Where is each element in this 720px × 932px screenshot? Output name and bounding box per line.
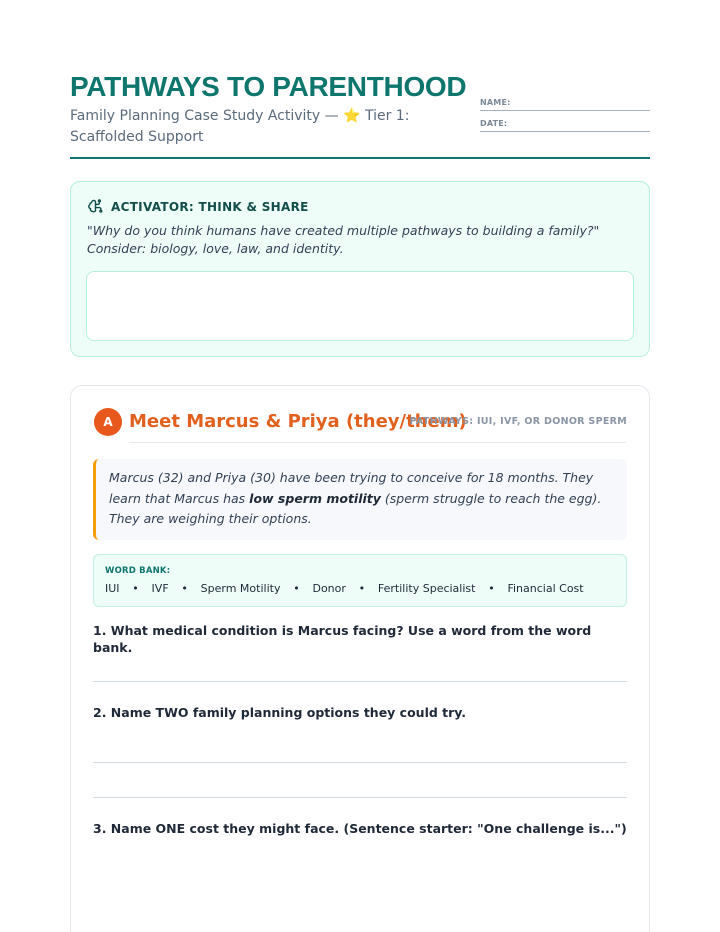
- activator-response-box[interactable]: [86, 271, 634, 341]
- question-1: 1. What medical condition is Marcus facing? Use a word from the word bank.: [93, 623, 592, 655]
- activator-label: ACTIVATOR: THINK & SHARE: [111, 199, 309, 214]
- question-2: 2. Name TWO family planning options they could try.: [93, 705, 467, 720]
- answer-line[interactable]: [93, 797, 627, 798]
- name-label: NAME:: [480, 98, 511, 107]
- name-field[interactable]: [480, 90, 650, 111]
- case-study-card: [70, 385, 650, 932]
- activator-heading: [87, 198, 309, 215]
- word-bank-separator: •: [132, 582, 139, 595]
- word-bank-item: Financial Cost: [507, 582, 584, 595]
- word-bank-item: IVF: [151, 582, 169, 595]
- activator-prompt: "Why do you think humans have created multiple pathways to building a family?" Consider: biology, love, law, and identity.: [87, 223, 600, 256]
- page-title: PATHWAYS TO PARENTHOOD: [70, 71, 467, 102]
- answer-line[interactable]: [93, 681, 627, 682]
- word-bank-item: Donor: [312, 582, 346, 595]
- word-bank-item: Fertility Specialist: [377, 582, 476, 595]
- date-field[interactable]: [480, 111, 650, 132]
- word-bank-separator: •: [293, 582, 300, 595]
- scenario-highlight: low sperm motility: [249, 490, 381, 506]
- worksheet-header: [70, 70, 650, 148]
- word-bank: [93, 554, 627, 607]
- scenario-text-part1: Marcus (32) and Priya (30) have been trying to conceive for 18 months. They learn that Marcus has: [109, 470, 594, 506]
- case-title: Meet Marcus & Priya (they/them): [129, 411, 467, 432]
- question-3: 3. Name ONE cost they might face. (Sentence starter: "One challenge is..."): [93, 821, 627, 836]
- page-subtitle: Family Planning Case Study Activity — ⭐ Tier 1: Scaffolded Support: [70, 108, 410, 145]
- pathways-label: PATHWAYS: IUI, IVF, OR DONOR SPERM: [409, 416, 627, 427]
- student-info: [480, 90, 650, 132]
- case-badge: A: [94, 408, 122, 436]
- case-divider: [129, 442, 626, 443]
- word-bank-separator: •: [358, 582, 366, 595]
- word-bank-item: IUI: [105, 582, 120, 595]
- word-bank-separator: •: [181, 582, 188, 595]
- scenario-text: [93, 459, 627, 540]
- scenario-text-part2: (sperm struggle to reach the egg). They are weighing their options.: [109, 490, 602, 526]
- answer-line[interactable]: [93, 762, 627, 763]
- word-bank-separator: •: [488, 582, 495, 595]
- date-label: DATE:: [480, 119, 508, 128]
- word-bank-item: Sperm Motility: [200, 582, 281, 595]
- word-bank-list: [105, 582, 584, 595]
- activator-section: [70, 181, 650, 357]
- brain-icon: [87, 198, 104, 215]
- word-bank-label: WORD BANK:: [105, 566, 171, 576]
- header-divider: [70, 157, 650, 159]
